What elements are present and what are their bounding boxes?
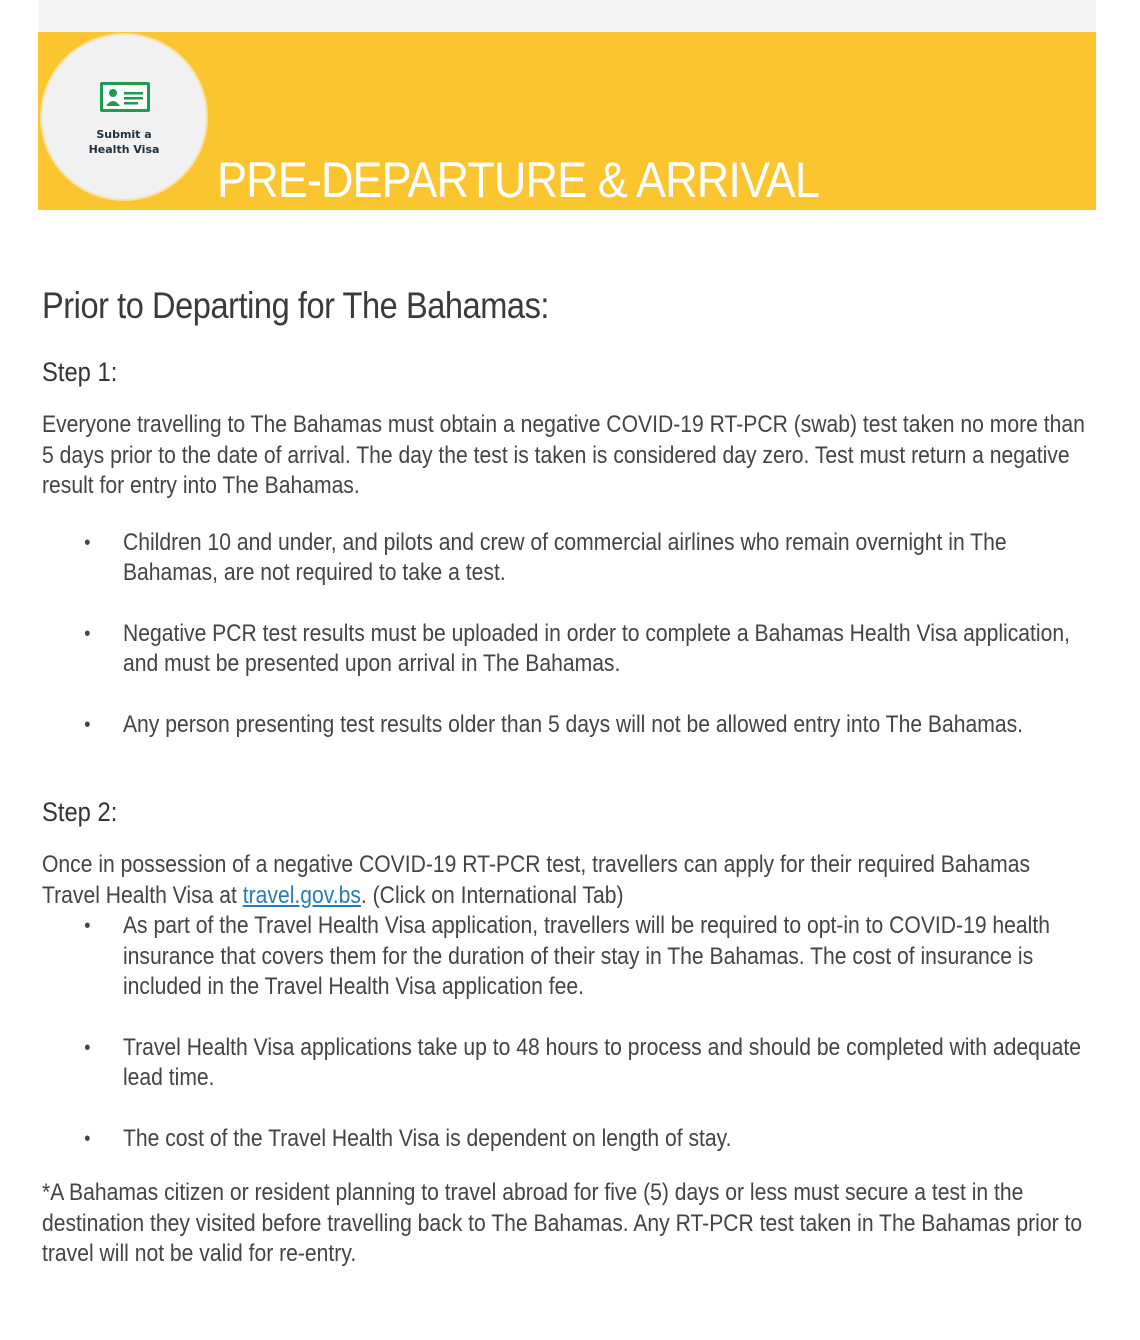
travel-gov-bs-link[interactable]: travel.gov.bs bbox=[242, 881, 361, 909]
top-strip bbox=[38, 0, 1096, 32]
list-item-text: Children 10 and under, and pilots and crew of commercial airlines who remain overnight in The Bahamas, are not required to take a test. bbox=[122, 528, 1007, 586]
bullet-icon: • bbox=[84, 713, 91, 736]
step2-bullet-list bbox=[42, 911, 1093, 1154]
list-item bbox=[42, 1033, 1093, 1094]
step1-bullet-list bbox=[42, 528, 1093, 741]
page-title: Prior to Departing for The Bahamas: bbox=[42, 285, 550, 326]
step2-title: Step 2: bbox=[42, 797, 118, 827]
list-item bbox=[42, 619, 1093, 680]
id-card-icon bbox=[99, 81, 151, 113]
list-item bbox=[42, 528, 1093, 589]
list-item bbox=[42, 911, 1093, 1003]
step2-intro-suffix: . (Click on International Tab) bbox=[360, 881, 624, 909]
bullet-icon: • bbox=[84, 1127, 91, 1150]
step2-intro-text: Once in possession of a negative COVID-19 RT-PCR test, travellers can apply for their required Bahamas Travel Health Visa at bbox=[42, 851, 1031, 909]
banner-title: PRE-DEPARTURE & ARRIVAL bbox=[217, 152, 819, 208]
bullet-icon: • bbox=[84, 915, 91, 937]
step1-title: Step 1: bbox=[42, 357, 118, 387]
list-item-text: The cost of the Travel Health Visa is dependent on length of stay. bbox=[122, 1124, 732, 1152]
content-column bbox=[42, 282, 1093, 1270]
list-item bbox=[42, 710, 1093, 741]
list-item-text: Travel Health Visa applications take up to 48 hours to process and should be completed with adequate lead time. bbox=[122, 1033, 1082, 1091]
list-item-text: As part of the Travel Health Visa application, travellers will be required to opt-in to COVID-19 health insurance that covers them for the duration of their stay in The Bahamas. The cost of insurance is included in the Travel Health Visa application fee. bbox=[122, 912, 1050, 1000]
step2-intro bbox=[42, 850, 1093, 911]
bullet-icon: • bbox=[84, 622, 91, 645]
list-item-text: Negative PCR test results must be uploaded in order to complete a Bahamas Health Visa application, and must be presented upon arrival in The Bahamas. bbox=[122, 619, 1070, 677]
list-item bbox=[42, 1124, 1093, 1155]
step1-intro: Everyone travelling to The Bahamas must obtain a negative COVID-19 RT-PCR (swab) test taken no more than 5 days prior to the date of arrival. The day the test is taken is considered day zero. Test must return a negative result for entry into The Bahamas. bbox=[42, 411, 1085, 499]
badge-label bbox=[62, 127, 186, 157]
badge-label-line2: Health Visa bbox=[88, 143, 160, 156]
list-item-text: Any person presenting test results older than 5 days will not be allowed entry into The Bahamas. bbox=[122, 710, 1024, 738]
badge-label-line1: Submit a bbox=[96, 128, 152, 141]
main-content bbox=[42, 282, 1092, 1270]
footnote: *A Bahamas citizen or resident planning to travel abroad for five (5) days or less must secure a test in the destination they visited before travelling back to The Bahamas. Any RT-PCR test taken in The Bahamas prior to travel will not be valid for re-entry. bbox=[42, 1179, 1083, 1267]
bullet-icon: • bbox=[84, 531, 91, 554]
submit-health-visa-badge[interactable] bbox=[42, 35, 206, 199]
bullet-icon: • bbox=[84, 1036, 91, 1059]
